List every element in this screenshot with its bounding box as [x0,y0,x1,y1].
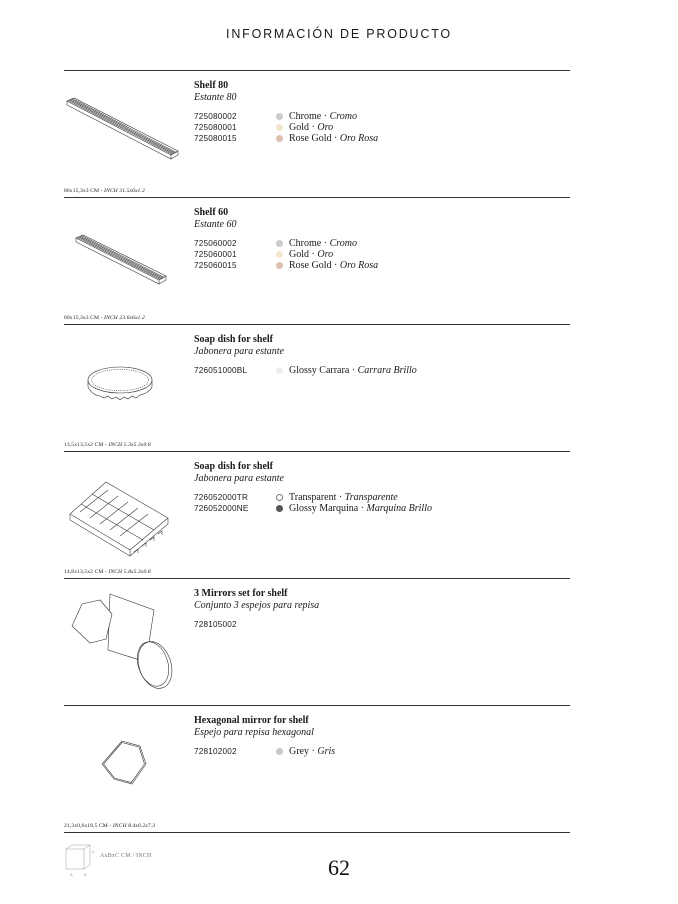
product-code: 725080015 [194,134,237,143]
product-name-es: Jabonera para estante [194,346,284,357]
variant-row: 726051000BL Glossy Carrara · Carrara Brillo [194,365,417,376]
variant-row: 725080001 Gold · Oro [194,122,334,133]
product-soap-dish-square [64,452,570,578]
variant-row: 725060002 Chrome · Cromo [194,238,357,249]
gold-swatch [276,251,283,258]
dimensions: 80x15,3x3 CM - INCH 31.5x6x1.2 [64,188,145,194]
legend-label-a: A [70,872,73,877]
product-name-es: Conjunto 3 espejos para repisa [194,600,320,611]
gold-swatch [276,124,283,131]
product-hexagonal-mirror [64,706,570,832]
product-shelf-60 [64,198,570,324]
product-name-es: Jabonera para estante [194,473,284,484]
variant-row: 726052000NE Glossy Marquina · Marquina Brillo [194,503,432,514]
product-code: 725060015 [194,261,237,270]
chrome-swatch [276,113,283,120]
product-name-en: Soap dish for shelf [194,461,274,472]
dimensions: 21,3x0,6x18,5 CM - INCH 8.4x0.2x7.3 [64,823,156,829]
product-name-en: Hexagonal mirror for shelf [194,715,309,726]
variant-row: 725080015 Rose Gold · Oro Rosa [194,133,379,144]
product-name-es: Espejo para repisa hexagonal [194,727,314,738]
rose-gold-swatch [276,262,283,269]
product-code: 726051000BL [194,366,248,375]
product-code: 728102002 [194,747,237,756]
legend-label-b: B [84,872,87,877]
page-number: 62 [328,855,350,880]
glossy-carrara-swatch [276,367,283,374]
product-name-es: Estante 60 [194,219,237,230]
shelf-80-illustration [64,71,192,189]
product-3-mirrors-set [64,579,570,705]
product-name-en: Soap dish for shelf [194,334,274,345]
dimensions: 13,5x13,5x2 CM - INCH 5.3x5.3x0.8 [64,442,151,448]
soap-dish-round-illustration [64,325,192,443]
product-name-en: Shelf 80 [194,80,229,91]
mirrors-set-illustration [64,579,192,697]
product-shelf-80 [64,71,570,197]
variant-row [194,619,564,630]
glossy-marquina-swatch [276,505,283,512]
variant-row: 726052000TR Transparent · Transparente [194,492,398,503]
product-code: 725060001 [194,250,237,259]
product-code: 728105002 [194,620,237,629]
product-name-es: Estante 80 [194,92,237,103]
dimensions: 60x15,3x3 CM - INCH 23.6x6x1.2 [64,315,145,321]
variant-row: 725060015 Rose Gold · Oro Rosa [194,260,379,271]
grey-swatch [276,748,283,755]
product-soap-dish-round [64,325,570,451]
variant-row: 725060001 Gold · Oro [194,249,334,260]
soap-dish-square-illustration [64,452,192,570]
rose-gold-swatch [276,135,283,142]
legend-text: AxBxC CM / INCH [100,853,152,859]
product-code: 725080001 [194,123,237,132]
transparent-swatch [276,494,283,501]
divider [64,832,570,833]
product-code: 726052000NE [194,504,249,513]
product-code: 726052000TR [194,493,249,502]
product-name-en: 3 Mirrors set for shelf [194,588,288,599]
variant-row: 725080002 Chrome · Cromo [194,111,357,122]
product-code: 725080002 [194,112,237,121]
page-header: INFORMACIÓN DE PRODUCTO [226,27,452,41]
product-name-en: Shelf 60 [194,207,229,218]
shelf-60-illustration [64,198,192,316]
hexagonal-mirror-illustration [64,706,192,824]
legend-label-c: C [92,849,95,854]
product-code: 725060002 [194,239,237,248]
chrome-swatch [276,240,283,247]
variant-row: 728102002 Grey · Gris [194,746,336,757]
dimensions: 14,8x13,5x2 CM - INCH 5.8x5.3x0.8 [64,569,151,575]
